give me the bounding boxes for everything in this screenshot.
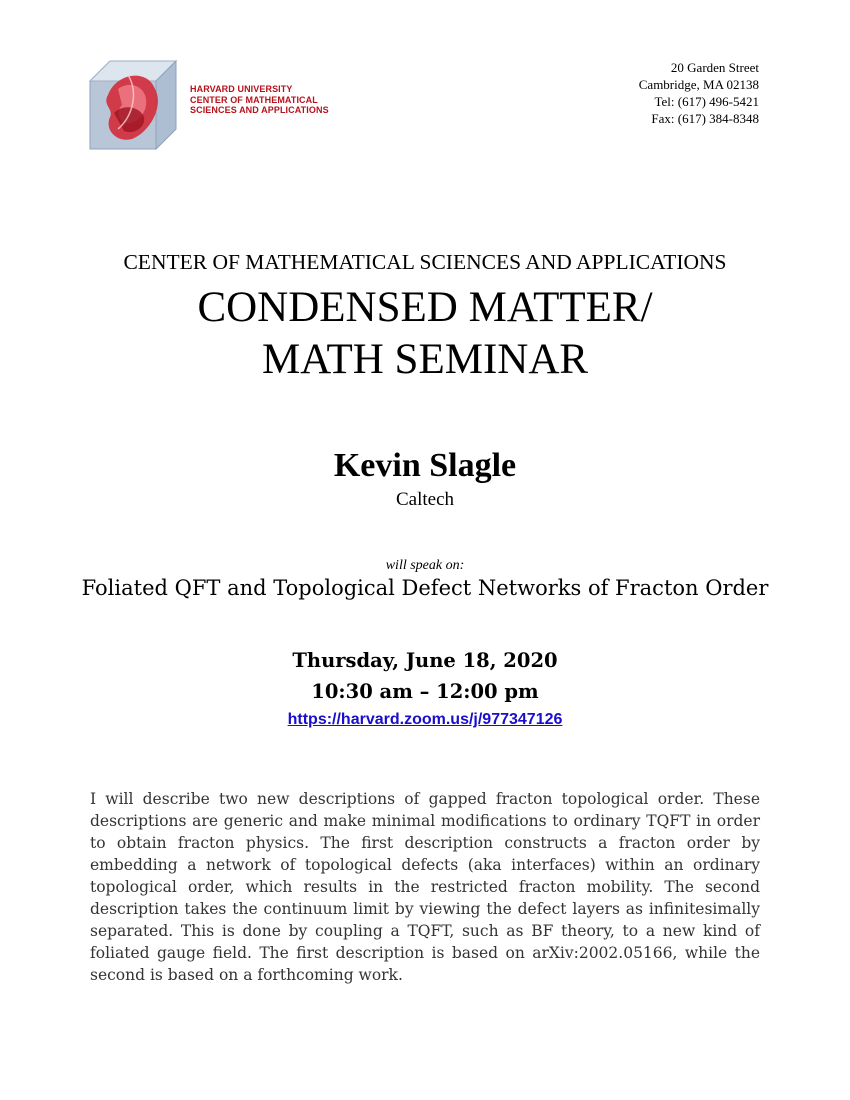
logo-line: CENTER OF MATHEMATICAL <box>190 94 318 105</box>
center-name: CENTER OF MATHEMATICAL SCIENCES AND APPLICATIONS <box>123 250 727 274</box>
speaker-name: Kevin Slagle <box>333 447 517 484</box>
address-fax: Fax: (617) 384-8348 <box>651 111 759 126</box>
logo-line: HARVARD UNIVERSITY <box>190 84 293 94</box>
talk-title: Foliated QFT and Topological Defect Networks of Fracton Order <box>81 576 769 600</box>
speaker-affiliation: Caltech <box>395 489 455 510</box>
address-city: Cambridge, MA 02138 <box>638 77 759 92</box>
speak-on-label: will speak on: <box>385 558 465 573</box>
event-date: Thursday, June 18, 2020 <box>292 649 558 672</box>
event-time: 10:30 am – 12:00 pm <box>311 680 539 703</box>
logo-line: SCIENCES AND APPLICATIONS <box>190 105 329 115</box>
seminar-title <box>0 282 850 386</box>
abstract-text: I will describe two new descriptions of gapped fracton topological order. These descriptions are generic and make minimal modifications to ordinary TQFT in order to obtain fracton physics. The first description constructs a fracton order by embedding a network of topological defects (aka interfaces) within an ordinary topological order, which results in the restricted fracton mobility. The second description takes the continuum limit by viewing the defect layers as infinitesimally separated. This is done by coupling a TQFT, such as BF theory, to a new kind of foliated gauge field. The first description is based on arXiv:2002.05166, while the second is based on a forthcoming work. <box>90 790 760 984</box>
address-block <box>639 59 759 127</box>
address-phone: Tel: (617) 496-5421 <box>654 94 759 109</box>
seminar-title-line: CONDENSED MATTER/ <box>197 284 653 331</box>
zoom-link[interactable]: https://harvard.zoom.us/j/977347126 <box>287 711 563 728</box>
seminar-title-line: MATH SEMINAR <box>261 336 589 383</box>
address-street: 20 Garden Street <box>670 60 759 75</box>
logo-wordmark <box>190 84 329 116</box>
cube-logo-icon <box>88 55 188 155</box>
